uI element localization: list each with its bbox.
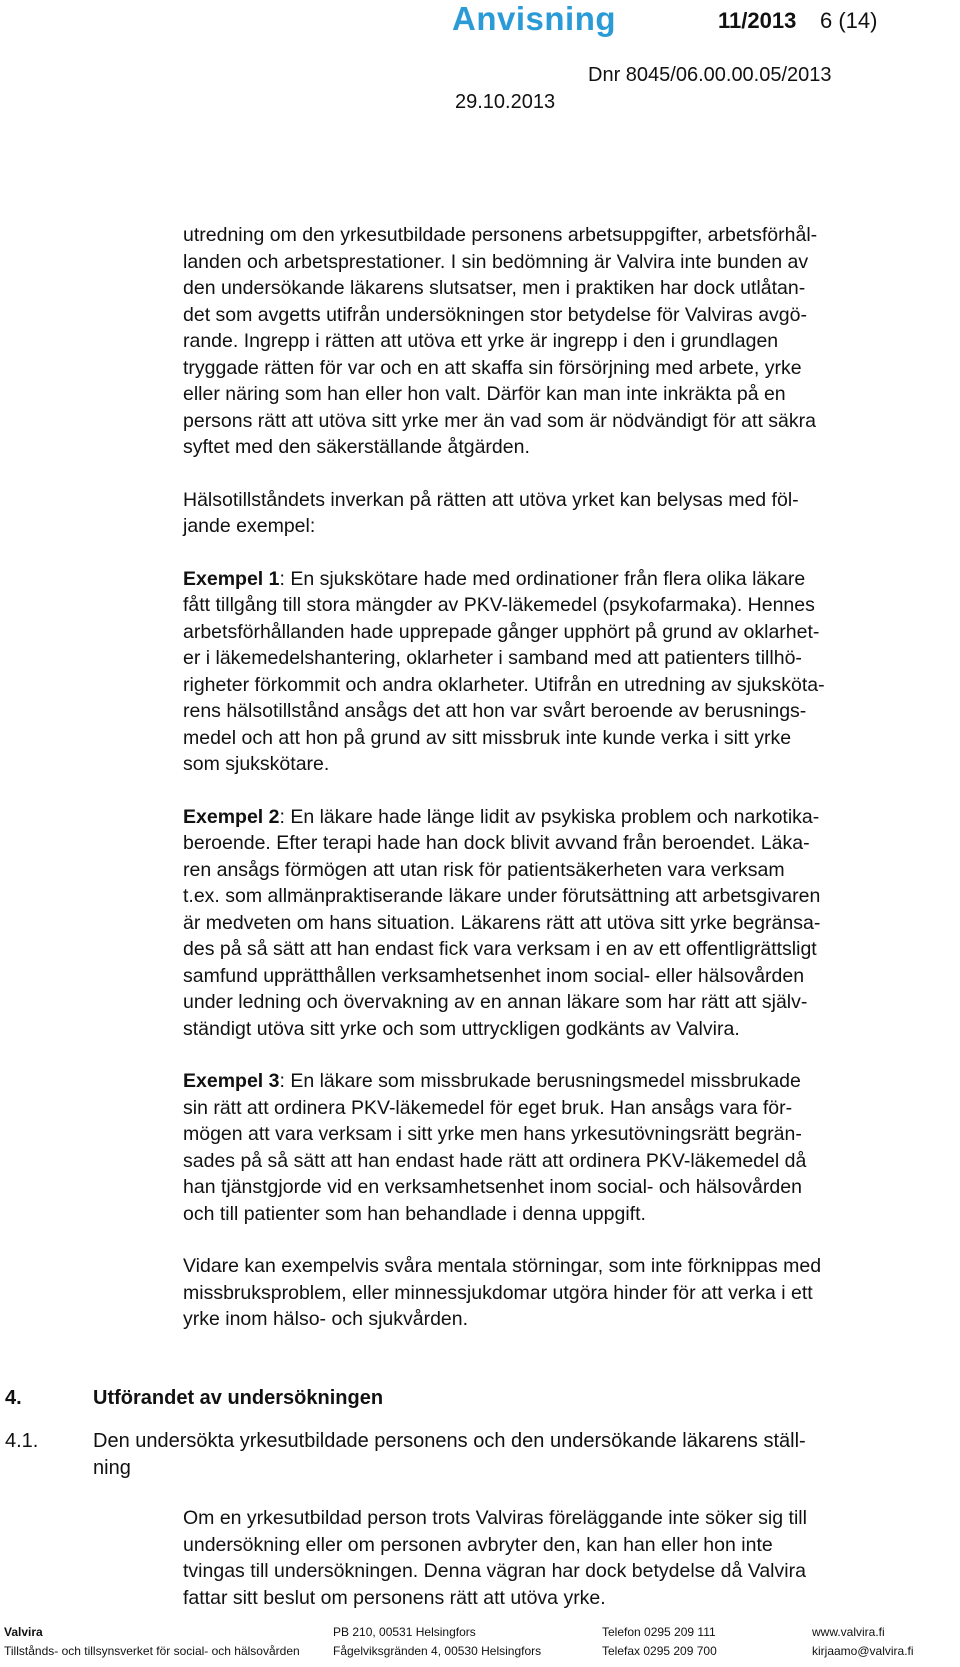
paragraph-2: Hälsotillståndets inverkan på rätten att utöva yrket kan belysas med föl- jande exempel: xyxy=(183,488,799,537)
section-4-1-text: Om en yrkesutbildad person trots Valviras föreläggande inte söker sig till undersökning eller om personen avbryter den, kan han eller hon inte tvingas till undersökningen. Denna vägran har dock betydelse då Valvira fattar sitt beslut om personens rätt att utöva yrke. xyxy=(183,1507,807,1609)
footer-website-link[interactable]: www.valvira.fi xyxy=(812,1625,885,1639)
footer-org: Valvira xyxy=(4,1625,43,1639)
example-2: Exempel 2: En läkare hade länge lidit av psykiska problem och narkotika- beroende. Efter terapi hade han dock blivit avvand från beroendet. Läka- ren ansågs förmögen att utan risk för patientsäkerheten vara verksam t.ex. som allmänpraktiserande läkare under förutsättning att arbetsgivaren är medveten om hans situation. Läkarens rätt att utöva sitt yrke begränsa- des på så sätt att han endast fick vara verksam i en av ett offentligrättsligt samfund upprätthållen verksamhetsenhet inom social- eller hälsovården under ledning och övervakning av en annan läkare som har rätt att själv- ständigt utöva sitt yrke och som uttryckligen godkänts av Valvira. xyxy=(183,805,821,1040)
document-type-title: Anvisning xyxy=(452,0,617,37)
section-number: 4. xyxy=(5,1387,22,1409)
footer-postal-address: PB 210, 00531 Helsingfors xyxy=(333,1625,476,1639)
diary-number: Dnr 8045/06.00.00.05/2013 xyxy=(588,64,832,86)
subsection-title: Den undersökta yrkesutbildade personens och den undersökande läkarens ställ- ning xyxy=(93,1430,806,1479)
example-1: Exempel 1: En sjukskötare hade med ordinationer från flera olika läkare fått tillgång till stora mängder av PKV-läkemedel (psykofarmaka). Hennes arbetsförhållanden hade upprepade gånger upphört på grund av oklarhet- er i läkemedelshantering, oklarheter i samband med att patienters tillhö- righeter förkommit och andra oklarheter. Utifrån en utredning av sjukskötа- rens hälsotillstånd ansågs det att hon var svårt beroende av berusnings- medel och att hon på grund av sitt missbruk inte kunde verka i sitt yrke som sjukskötare. xyxy=(183,567,825,775)
footer-org-full: Tillstånds- och tillsynsverket för social- och hälsovården xyxy=(4,1644,300,1658)
example-3: Exempel 3: En läkare som missbrukade berusningsmedel missbrukade sin rätt att ordinera PKV-läkemedel för eget bruk. Han ansågs vara för- mögen att vara verksam i sitt yrke men hans yrkesutövningsrätt begrän- sades på så sätt att han endast hade rätt att ordinera PKV-läkemedel då han tjänstgjorde vid en verksamhetsenhet inom social- och hälsovården och till patienter som han behandlade i denna uppgift. xyxy=(183,1070,807,1225)
body-text xyxy=(183,222,943,1359)
paragraph-1: utredning om den yrkesutbildade personens arbetsuppgifter, arbetsförhål- landen och arbetsprestationer. I sin bedömning är Valvira inte bunden av den undersökande läkarens slutsatser, men i praktiken har dock utlåtan- det som avgetts utifrån undersökningen stor betydelse för Valviras avgö- rande. Ingrepp i rätten att utöva ett yrke är ingrepp i den i grundlagen tryggade rätten för var och en att skaffa sin försörjning med arbete, yrke eller näring som han eller hon valt. Därför kan man inte inkräkta på en persons rätt att utöva sitt yrke mer än vad som är nödvändigt för att säkra syftet med den säkerställande åtgärden. xyxy=(183,224,818,458)
example-1-label: Exempel 1 xyxy=(183,567,280,590)
subsection-number: 4.1. xyxy=(5,1430,39,1452)
section-title: Utförandet av undersökningen xyxy=(93,1387,384,1409)
footer-email-link[interactable]: kirjaamo@valvira.fi xyxy=(812,1644,914,1658)
footer-street-address: Fågelviksgränden 4, 00530 Helsingfors xyxy=(333,1644,542,1658)
document-number: 11/2013 xyxy=(718,8,797,33)
footer-fax: Telefax 0295 209 700 xyxy=(602,1644,717,1658)
example-3-label: Exempel 3 xyxy=(183,1070,280,1092)
page-number: 6 (14) xyxy=(820,8,878,33)
footer-phone: Telefon 0295 209 111 xyxy=(602,1625,716,1639)
paragraph-last: Vidare kan exempelvis svåra mentala störningar, som inte förknippas med missbruksproblem, eller minnessjukdomar utgöra hinder för att verka i ett yrke inom hälso- och sjukvården. xyxy=(183,1255,822,1330)
document-date: 29.10.2013 xyxy=(455,91,556,113)
example-2-label: Exempel 2 xyxy=(183,805,280,828)
